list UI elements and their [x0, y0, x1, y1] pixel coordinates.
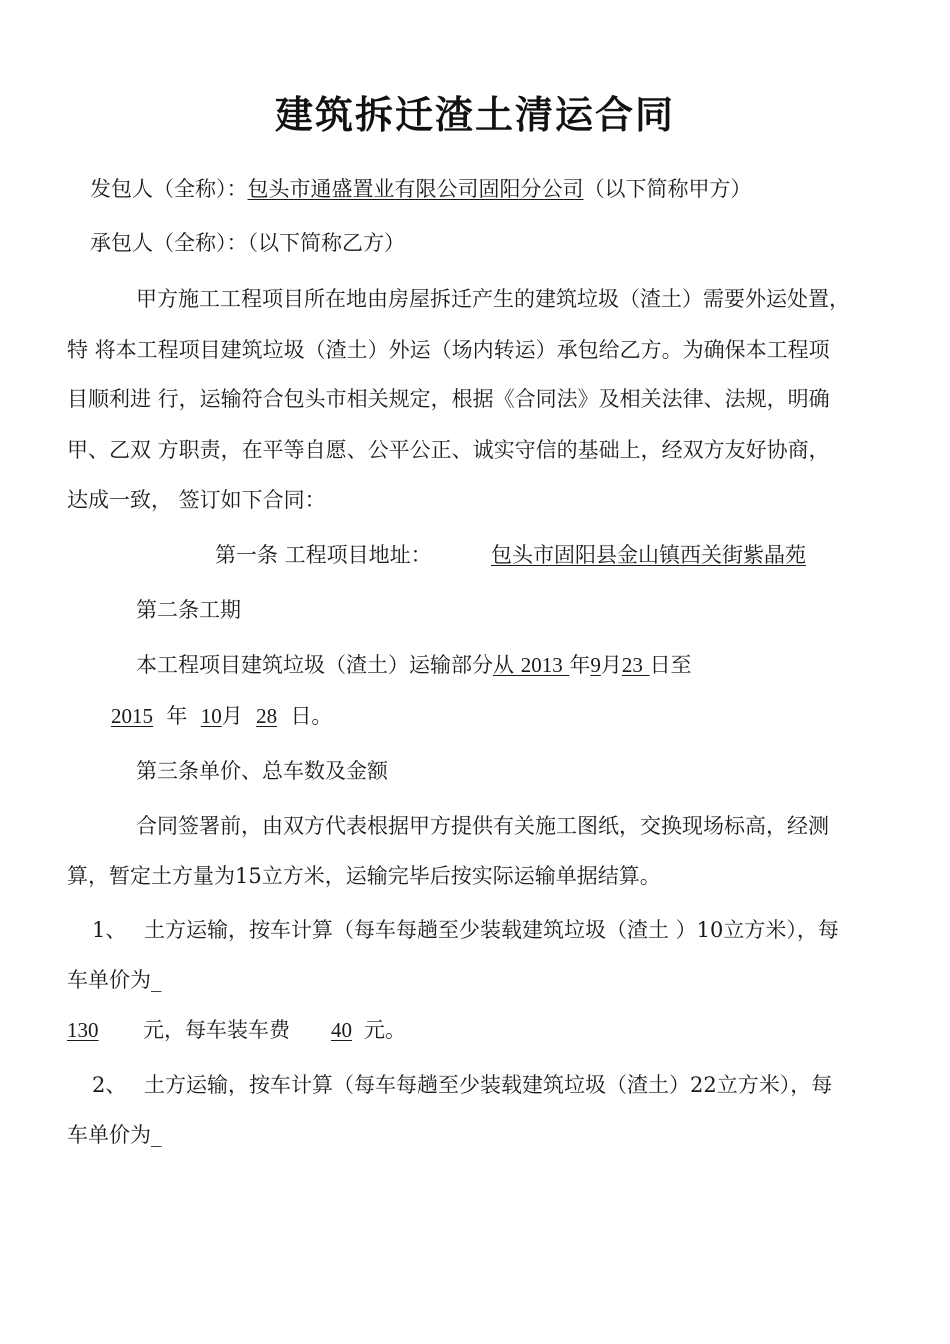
period-from: 从 2013 — [493, 653, 563, 677]
day-end: 日。 — [290, 704, 333, 728]
month-char: 月 — [600, 653, 622, 677]
employer-label: 发包人（全称）： — [90, 177, 248, 201]
article2-period-line1 — [136, 651, 692, 679]
end-month-char: 月 — [221, 704, 243, 728]
end-year: 2015 — [111, 704, 153, 728]
article1-address: 包头市固阳县金山镇西关街紫晶苑 — [491, 543, 806, 567]
start-year: 2013 — [520, 653, 563, 677]
item1-fee-unit: 元。 — [364, 1018, 406, 1042]
article2-heading: 第二条工期 — [136, 598, 241, 622]
contractor-suffix: （以下简称乙方） — [247, 231, 405, 255]
contractor-label: 承包人（全称）： — [90, 231, 248, 255]
end-month: 10 — [200, 704, 222, 728]
intro-line-1: 甲方施工工程项目所在地由房屋拆迁产生的建筑垃圾（渣土）需要外运处置， — [136, 287, 850, 311]
item1-loading-fee: 40 — [331, 1018, 352, 1042]
article3-para-line2: 算，暂定土方量为15立方米，运输完毕后按实际运输单据结算。 — [67, 864, 661, 888]
intro-line-5: 达成一致， 签订如下合同： — [67, 488, 326, 512]
intro-line-4: 甲、乙双 方职责，在平等自愿、公平公正、诚实守信的基础上，经双方友好协商， — [67, 438, 830, 462]
item1-text: 土方运输，按车计算（每车每趟至少装载建筑垃圾（渣土 ）10立方米），每 — [144, 918, 839, 942]
item2-index: 2、 — [92, 1073, 127, 1097]
item1-price-unit: 元，每车装车费 — [143, 1018, 290, 1042]
period-prefix: 本工程项目建筑垃圾（渣土）运输部分 — [136, 653, 493, 677]
intro-line-3: 目顺利进 行，运输符合包头市相关规定，根据《合同法》及相关法律、法规，明确 — [67, 387, 830, 411]
article3-heading: 第三条单价、总车数及金额 — [136, 759, 388, 783]
contract-title: 建筑拆迁渣土清运合同 — [274, 93, 675, 137]
article3-para-line1: 合同签署前，由双方代表根据甲方提供有关施工图纸，交换现场标高，经测 — [136, 814, 829, 838]
start-month: 9 — [590, 653, 601, 677]
article2-period-line2 — [111, 702, 332, 730]
item2-text: 土方运输，按车计算（每车每趟至少装载建筑垃圾（渣土）22立方米），每 — [144, 1073, 833, 1097]
day-to: 日至 — [649, 653, 692, 677]
employer-line — [90, 175, 752, 203]
end-day: 28 — [256, 704, 278, 728]
employer-name: 包头市通盛置业有限公司固阳分公司 — [247, 177, 584, 201]
intro-line-2: 特 将本工程项目建筑垃圾（渣土）外运（场内转运）承包给乙方。为确保本工程项 — [67, 338, 830, 362]
start-day: 23 — [621, 653, 643, 677]
article1-label: 第一条 工程项目地址： — [215, 543, 432, 567]
year-char: 年 — [569, 653, 591, 677]
contractor-line — [90, 229, 405, 257]
item1-price: 130 — [67, 1018, 99, 1042]
item2-price-label: 车单价为_ — [67, 1123, 162, 1147]
end-year-char: 年 — [166, 704, 188, 728]
item1-index: 1、 — [92, 918, 127, 942]
employer-suffix: （以下简称甲方） — [583, 177, 752, 201]
item1-price-label: 车单价为_ — [67, 968, 162, 992]
